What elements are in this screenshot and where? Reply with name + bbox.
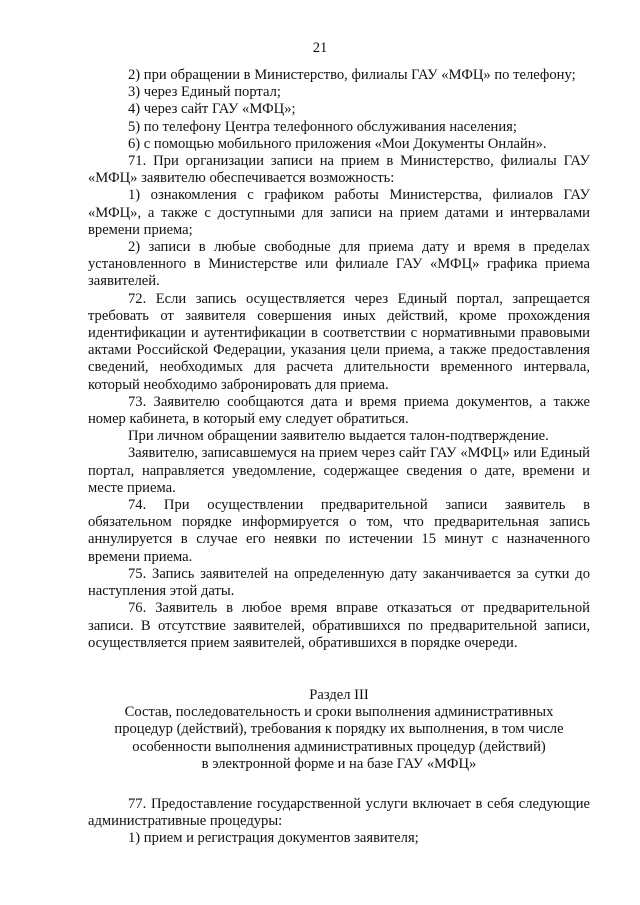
- paragraph-73-ticket: При личном обращении заявителю выдается талон-подтверждение.: [128, 428, 549, 445]
- page-number: 21: [312, 40, 328, 56]
- paragraph-71-item-1: 1) ознакомления с графиком работы Министерства, филиалов ГАУ «МФЦ», а также с доступными для записи на прием датами и интервалами времени приема;: [88, 187, 590, 238]
- paragraph-item-6-mobile-app: 6) с помощью мобильного приложения «Мои Документы Онлайн».: [128, 135, 547, 152]
- section-title-line: процедур (действий), требования к порядку их выполнения, в том числе: [114, 721, 564, 738]
- paragraph-item-3-portal: 3) через Единый портал;: [128, 84, 281, 101]
- paragraph-71-item-2: 2) записи в любые свободные для приема дату и время в пределах установленного в Министерстве или филиале ГАУ «МФЦ» графика приема заявителей.: [88, 239, 590, 290]
- section-title-line: особенности выполнения административных процедур (действий): [132, 738, 546, 755]
- paragraph-75: 75. Запись заявителей на определенную дату заканчивается за сутки до наступления этой даты.: [88, 565, 590, 600]
- paragraph-77-item-1: 1) прием и регистрация документов заявителя;: [128, 830, 419, 847]
- paragraph-71: 71. При организации записи на прием в Министерство, филиалы ГАУ «МФЦ» заявителю обеспечивается возможность:: [88, 153, 590, 187]
- paragraph-item-5-call-center: 5) по телефону Центра телефонного обслуживания населения;: [128, 118, 517, 135]
- document-body-continued: [88, 796, 590, 848]
- document-body: [88, 67, 590, 652]
- paragraph-item-2-phone: 2) при обращении в Министерство, филиалы ГАУ «МФЦ» по телефону;: [128, 67, 576, 83]
- paragraph-76: 76. Заявитель в любое время вправе отказаться от предварительной записи. В отсутствие заявителей, обратившихся по предварительной записи, осуществляется прием заявителей, обратившихся в порядке очереди.: [88, 600, 590, 651]
- paragraph-item-4-site: 4) через сайт ГАУ «МФЦ»;: [128, 101, 296, 118]
- paragraph-73: 73. Заявителю сообщаются дата и время приема документов, а также номер кабинета, в который ему следует обратиться.: [88, 393, 590, 428]
- paragraph-73-notification: Заявителю, записавшемуся на прием через сайт ГАУ «МФЦ» или Единый портал, направляется уведомление, содержащее сведения о дате, времени и месте приема.: [88, 445, 590, 496]
- section-heading: [88, 687, 590, 773]
- section-label: Раздел III: [309, 687, 369, 703]
- paragraph-77: 77. Предоставление государственной услуги включает в себя следующие административные процедуры:: [88, 796, 590, 830]
- section-title-line: в электронной форме и на базе ГАУ «МФЦ»: [201, 755, 477, 772]
- paragraph-72: 72. Если запись осуществляется через Единый портал, запрещается требовать от заявителя совершения иных действий, кроме прохождения идентификации и аутентификации в соответствии с нормативными правовыми актами Российской Федерации, указания цели приема, а также предоставления сведений, необходимых для расчета длительности временного интервала, который необходимо забронировать для приема.: [88, 290, 590, 393]
- section-title-line: Состав, последовательность и сроки выполнения административных: [124, 704, 554, 721]
- paragraph-74: 74. При осуществлении предварительной записи заявитель в обязательном порядке информируется о том, что предварительная запись аннулируется в случае его неявки по истечении 15 минут с назначенного времени приема.: [88, 497, 590, 565]
